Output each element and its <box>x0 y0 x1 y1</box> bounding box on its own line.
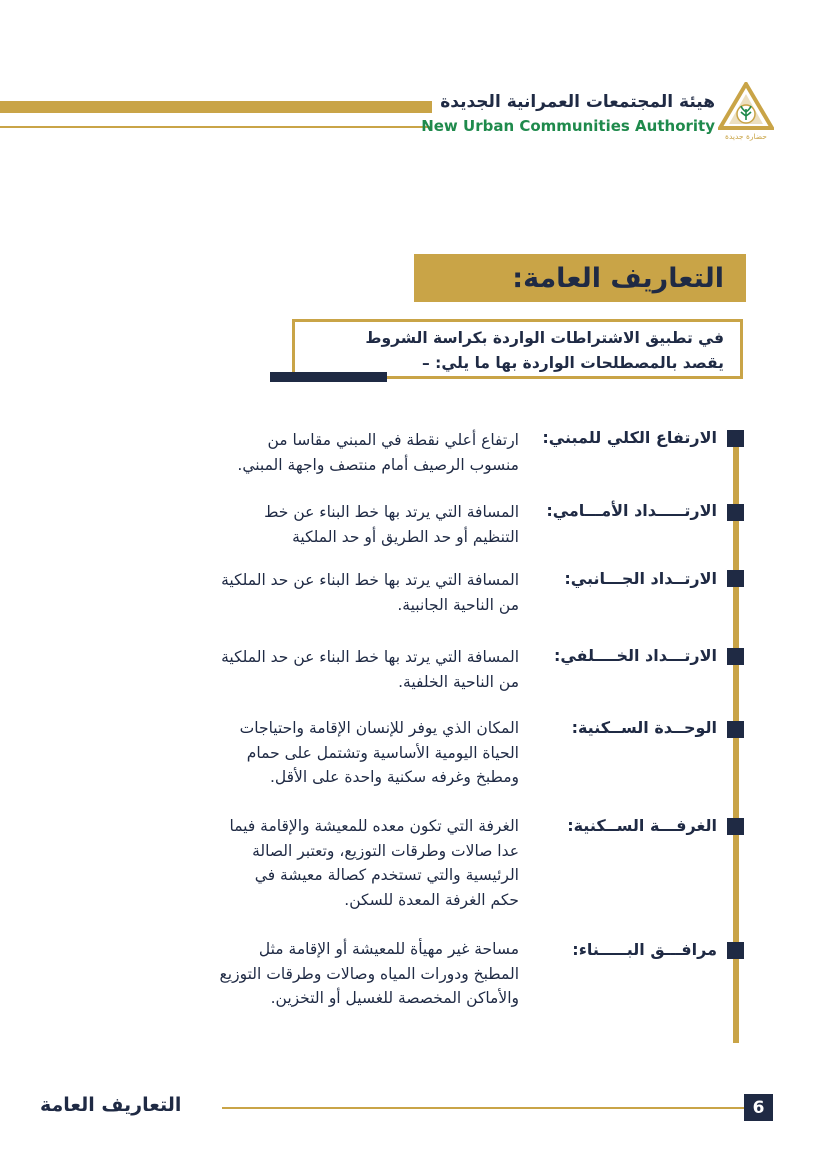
bullet-square <box>727 648 744 665</box>
bullet-square <box>727 818 744 835</box>
intro-accent-bar <box>270 372 387 382</box>
definition-rear-setback: المسافة التي يرتد بها خط البناء عن حد الملكية من الناحية الخلفية. <box>221 648 519 691</box>
logo-text: حضارة جديدة <box>725 132 767 141</box>
term-housing-unit: الوحــدة الســكنية: <box>571 718 717 737</box>
footer-title: التعاريف العامة <box>40 1094 182 1116</box>
term-total-height: الارتفاع الكلي للمبني: <box>542 428 717 447</box>
intro-line-2: يقصد بالمصطلحات الواردة بها ما يلي: – <box>422 354 724 372</box>
bullet-square <box>727 721 744 738</box>
definition-housing-unit: المكان الذي يوفر للإنسان الإقامة واحتياجات الحياة اليومية الأساسية وتشتمل على حمام ومطبخ وغرفه سكنية واحدة على الأقل. <box>239 719 519 786</box>
nuca-logo <box>718 82 774 142</box>
org-name-english: New Urban Communities Authority <box>421 117 715 135</box>
org-name-arabic: هيئة المجتمعات العمرانية الجديدة <box>440 92 715 112</box>
term-living-room: الغرفـــة الســكنية: <box>567 816 717 835</box>
section-title: التعاريف العامة: <box>512 262 724 294</box>
intro-box <box>292 319 743 379</box>
page-number: 6 <box>744 1094 773 1121</box>
term-side-setback: الارتــداد الجـــانبي: <box>564 569 717 588</box>
term-rear-setback: الارتـــداد الخــــلفي: <box>553 646 717 665</box>
bullet-square <box>727 430 744 447</box>
footer-line <box>222 1107 744 1109</box>
term-front-setback: الارتـــــداد الأمـــامي: <box>546 501 717 520</box>
definition-building-facilities: مساحة غير مهيأة للمعيشة أو الإقامة مثل المطبخ ودورات المياه وصالات وطرقات التوزيع والأماكن المخصصة للغسيل أو التخزين. <box>219 940 519 1007</box>
definition-front-setback: المسافة التي يرتد بها خط البناء عن خط التنظيم أو حد الطريق أو حد الملكية <box>264 503 519 546</box>
term-building-facilities: مرافـــق البـــــناء: <box>572 940 717 959</box>
definition-total-height: ارتفاع أعلي نقطة في المبني مقاسا من منسوب الرصيف أمام منتصف واجهة المبني. <box>237 431 519 474</box>
intro-line-1: في تطبيق الاشتراطات الواردة بكراسة الشروط <box>365 329 724 347</box>
header-gold-bar <box>0 101 432 113</box>
definition-side-setback: المسافة التي يرتد بها خط البناء عن حد الملكية من الناحية الجانبية. <box>221 571 519 614</box>
definition-living-room: الغرفة التي تكون معده للمعيشة والإقامة فيما عدا صالات وطرقات التوزيع، وتعتبر الصالة الرئيسية والتي تستخدم كصالة معيشة في حكم الغرفة المعدة للسكن. <box>229 817 519 909</box>
section-title-box <box>414 254 746 302</box>
bullet-square <box>727 504 744 521</box>
bullet-square <box>727 570 744 587</box>
header-gold-line <box>0 126 432 128</box>
bullet-square <box>727 942 744 959</box>
